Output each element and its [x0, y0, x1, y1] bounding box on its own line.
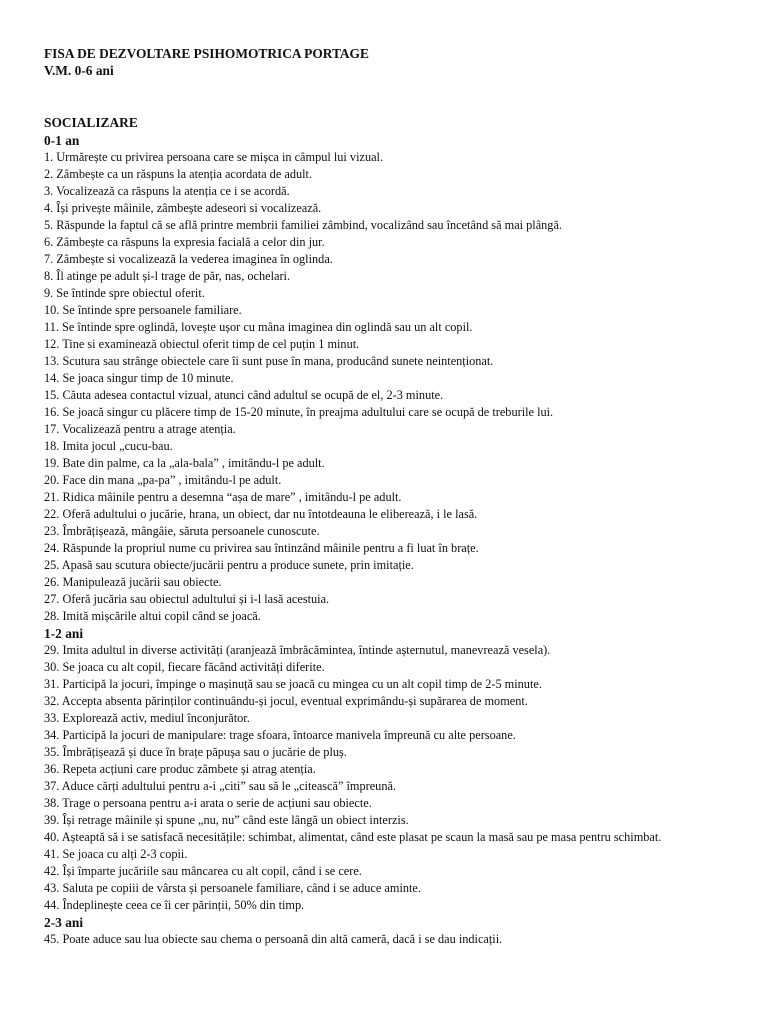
list-item: 44. Îndeplinește ceea ce îi cer părinții, 50% din timp. — [44, 897, 305, 912]
list-item: 33. Explorează activ, mediul înconjurător. — [44, 710, 250, 725]
list-item: 3. Vocalizează ca răspuns la atenția ce i se acordă. — [44, 183, 290, 198]
list-item: 16. Se joacă singur cu plăcere timp de 15-20 minute, în preajma adultului care se ocupă de treburile lui. — [44, 404, 554, 419]
list-item: 1. Urmărește cu privirea persoana care se mișca in câmpul lui vizual. — [44, 149, 384, 164]
list-item: 32. Accepta absenta părinților continuându-și jocul, eventual exprimându-și supărarea de moment. — [44, 693, 528, 708]
list-item: 25. Apasă sau scutura obiecte/jucării pentru a produce sunete, prin imitație. — [44, 557, 414, 572]
section-heading: SOCIALIZARE — [44, 115, 138, 130]
list-item: 29. Imita adultul in diverse activități (aranjează îmbrăcămintea, întinde așternutul, manevrează vesela). — [44, 642, 551, 657]
list-item: 30. Se joaca cu alt copil, fiecare făcând activități diferite. — [44, 659, 325, 674]
list-item: 19. Bate din palme, ca la „ala-bala” , imitându-l pe adult. — [44, 455, 325, 470]
document-subtitle: V.M. 0-6 ani — [44, 62, 114, 78]
list-item: 14. Se joaca singur timp de 10 minute. — [44, 370, 234, 385]
list-item: 4. Își privește mâinile, zâmbește adeseori si vocalizează. — [44, 200, 322, 215]
list-item: 15. Căuta adesea contactul vizual, atunci când adultul se ocupă de el, 2-3 minute. — [44, 387, 444, 402]
list-item: 5. Răspunde la faptul că se află printre membrii familiei zâmbind, vocalizând sau încetând să mai plângă. — [44, 217, 562, 232]
age-group-heading: 2-3 ani — [44, 914, 84, 930]
list-item: 40. Așteaptă să i se satisfacă necesitățile: schimbat, alimentat, când este plasat pe scaun la masă sau pe masa pentru schimbat. — [44, 829, 662, 844]
list-item: 20. Face din mana „pa-pa” , imitându-l pe adult. — [44, 472, 282, 487]
list-item: 9. Se întinde spre obiectul oferit. — [44, 285, 205, 300]
list-item: 43. Saluta pe copiii de vârsta și persoanele familiare, când i se aduce aminte. — [44, 880, 421, 895]
list-item: 31. Participă la jocuri, împinge o mașinuță sau se joacă cu mingea cu un alt copil timp de 2-5 minute. — [44, 676, 542, 691]
list-item: 12. Tine si examinează obiectul oferit timp de cel puțin 1 minut. — [44, 336, 360, 351]
list-item: 6. Zâmbește ca răspuns la expresia facială a celor din jur. — [44, 234, 325, 249]
list-item: 13. Scutura sau strânge obiectele care îi sunt puse în mana, producând sunete neintenționat. — [44, 353, 494, 368]
spacer — [44, 79, 734, 115]
document-title: FISA DE DEZVOLTARE PSIHOMOTRICA PORTAGE — [44, 46, 369, 61]
list-item: 7. Zâmbește si vocalizează la vederea imaginea în oglinda. — [44, 251, 333, 266]
list-item: 26. Manipulează jucării sau obiecte. — [44, 574, 222, 589]
list-item: 18. Imita jocul „cucu-bau. — [44, 438, 173, 453]
list-item: 8. Îl atinge pe adult și-l trage de păr, nas, ochelari. — [44, 268, 291, 283]
list-item: 41. Se joaca cu alți 2-3 copii. — [44, 846, 188, 861]
list-item: 28. Imită mișcările altui copil când se joacă. — [44, 608, 261, 623]
list-item: 21. Ridica mâinile pentru a desemna “așa de mare” , imitându-l pe adult. — [44, 489, 402, 504]
list-item: 23. Îmbrățișează, mângâie, săruta persoanele cunoscute. — [44, 523, 320, 538]
list-item: 10. Se întinde spre persoanele familiare. — [44, 302, 242, 317]
list-item: 22. Oferă adultului o jucărie, hrana, un obiect, dar nu întotdeauna le eliberează, i le lasă. — [44, 506, 478, 521]
list-item: 39. Își retrage mâinile și spune „nu, nu” când este lângă un obiect interzis. — [44, 812, 409, 827]
list-item: 17. Vocalizează pentru a atrage atenția. — [44, 421, 236, 436]
list-item: 45. Poate aduce sau lua obiecte sau chema o persoană din altă cameră, dacă i se dau indicații. — [44, 931, 503, 946]
list-item: 2. Zâmbește ca un răspuns la atenția acordata de adult. — [44, 166, 313, 181]
list-item: 36. Repeta acțiuni care produc zâmbete și atrag atenția. — [44, 761, 316, 776]
list-item: 27. Oferă jucăria sau obiectul adultului și i-l lasă acestuia. — [44, 591, 330, 606]
age-groups — [44, 132, 734, 948]
document-body — [44, 46, 734, 948]
list-item: 35. Îmbrățișează și duce în brațe păpușa sau o jucărie de pluș. — [44, 744, 347, 759]
list-item: 38. Trage o persoana pentru a-i arata o serie de acțiuni sau obiecte. — [44, 795, 372, 810]
age-group-heading: 1-2 ani — [44, 625, 84, 641]
list-item: 11. Se întinde spre oglindă, lovește ușor cu mâna imaginea din oglindă sau un alt copil. — [44, 319, 473, 334]
list-item: 42. Își împarte jucăriile sau mâncarea cu alt copil, când i se cere. — [44, 863, 362, 878]
list-item: 24. Răspunde la propriul nume cu privirea sau întinzând mâinile pentru a fi luat în brațe. — [44, 540, 479, 555]
age-group-heading: 0-1 an — [44, 132, 80, 148]
list-item: 37. Aduce cărți adultului pentru a-i „citi” sau să le „citească” împreună. — [44, 778, 397, 793]
list-item: 34. Participă la jocuri de manipulare: trage sfoara, întoarce manivela împreună cu alte persoane. — [44, 727, 516, 742]
